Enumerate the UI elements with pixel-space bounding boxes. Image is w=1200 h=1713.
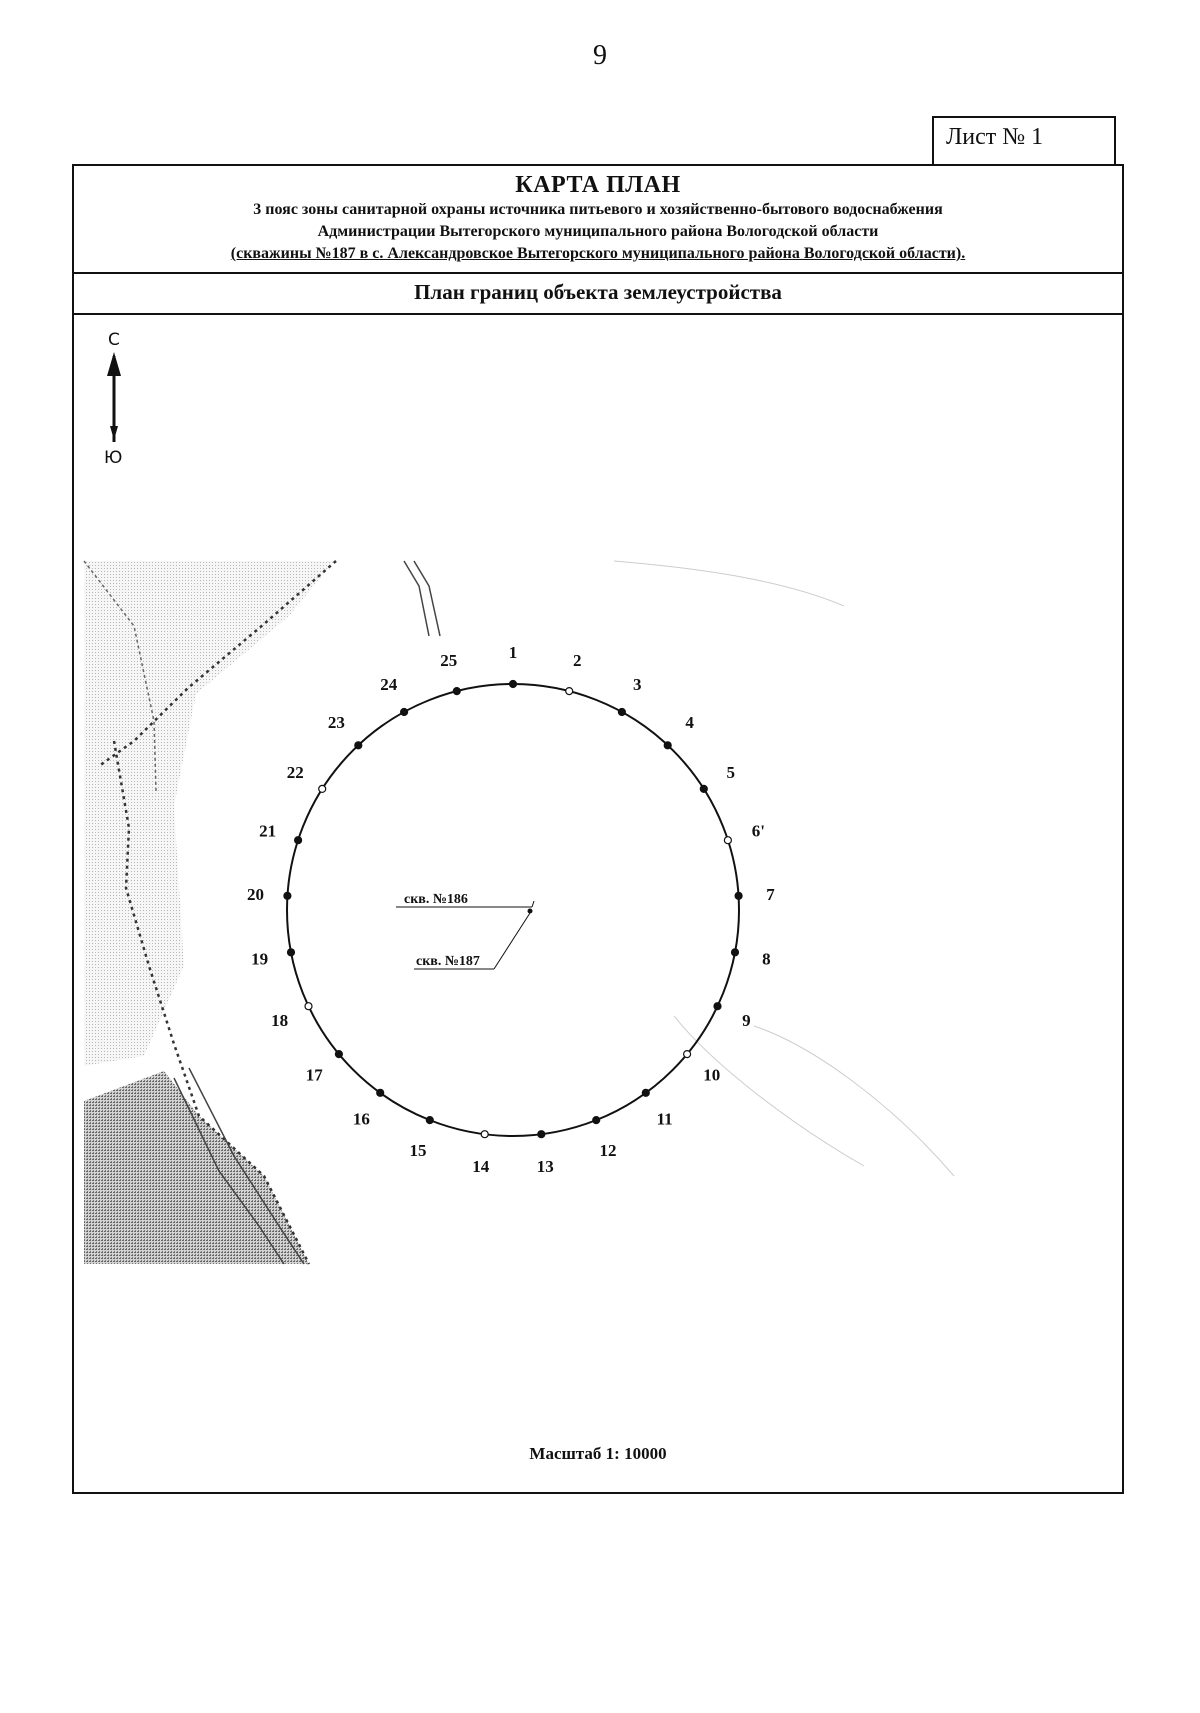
boundary-map [74, 166, 1126, 1496]
boundary-point-marker [510, 681, 517, 688]
boundary-point-label: 1 [508, 643, 518, 662]
boundary-point-marker [319, 785, 326, 792]
scale-label: Масштаб 1: 10000 [529, 1444, 667, 1463]
boundary-point-marker [305, 1003, 312, 1010]
sheet-number-box [932, 116, 1116, 166]
map-frame [72, 164, 1124, 1494]
boundary-point-marker [684, 1051, 691, 1058]
boundary-point-label: 24 [380, 674, 398, 694]
boundary-point-label: 23 [327, 712, 345, 732]
boundary-point-label: 17 [305, 1065, 323, 1085]
boundary-point-label: 21 [259, 821, 277, 841]
boundary-point-marker [481, 1131, 488, 1138]
subtitle-line-3: (скважины №187 в с. Александровское Вытегорского муниципального района Вологодской области). [230, 245, 966, 262]
south-label: Ю [104, 448, 123, 468]
boundary-point-label: 4 [685, 712, 694, 732]
sheet-label: Лист № 1 [946, 124, 1044, 150]
boundary-point-label: 20 [247, 884, 264, 904]
boundary-point-marker [593, 1117, 600, 1124]
boundary-point-marker [724, 837, 731, 844]
boundary-point-marker [426, 1117, 433, 1124]
boundary-point-label: 6' [751, 821, 766, 841]
subtitle-line-2: Администрации Вытегорского муниципального района Вологодской области [317, 223, 879, 240]
boundary-point-label: 7 [766, 884, 775, 904]
boundary-point-label: 13 [536, 1157, 554, 1176]
well-186-marker [396, 892, 534, 907]
boundary-point-label: 11 [656, 1109, 673, 1129]
boundary-point-marker [284, 892, 291, 899]
boundary-point-marker [453, 688, 460, 695]
boundary-point-label: 22 [286, 762, 304, 782]
boundary-point-label: 8 [762, 949, 771, 969]
boundary-point-label: 9 [742, 1010, 751, 1030]
boundary-point-label: 12 [599, 1140, 617, 1160]
subtitle-line-1: 3 пояс зоны санитарной охраны источника питьевого и хозяйственно-бытового водоснабжения [253, 201, 943, 218]
boundary-point-label: 16 [352, 1109, 370, 1129]
north-label: С [108, 330, 120, 350]
boundary-point-marker [618, 709, 625, 716]
boundary-point-label: 5 [726, 762, 736, 782]
zone-boundary-circle [287, 684, 739, 1136]
boundary-points-layer [247, 643, 775, 1176]
boundary-point-label: 19 [251, 949, 269, 969]
boundary-point-marker [642, 1089, 649, 1096]
boundary-point-marker [355, 742, 362, 749]
boundary-point-label: 2 [572, 651, 582, 671]
boundary-point-marker [735, 892, 742, 899]
boundary-point-marker [335, 1051, 342, 1058]
well-187-label: скв. №187 [416, 954, 480, 969]
plan-title: План границ объекта землеустройства [414, 280, 782, 304]
base-map-background [84, 561, 954, 1264]
boundary-point-marker [538, 1131, 545, 1138]
map-title: КАРТА ПЛАН [515, 172, 681, 198]
boundary-point-marker [566, 688, 573, 695]
boundary-point-marker [700, 785, 707, 792]
boundary-point-label: 18 [271, 1010, 289, 1030]
well-186-label: скв. №186 [404, 892, 468, 907]
boundary-point-label: 15 [409, 1140, 427, 1160]
boundary-point-marker [377, 1089, 384, 1096]
boundary-point-marker [664, 742, 671, 749]
boundary-point-label: 10 [703, 1065, 721, 1085]
boundary-point-label: 14 [472, 1157, 490, 1176]
page-number: 9 [593, 40, 607, 71]
well-187-marker [414, 909, 533, 970]
boundary-point-marker [295, 837, 302, 844]
boundary-point-marker [288, 949, 295, 956]
boundary-point-label: 3 [633, 674, 642, 694]
boundary-point-marker [714, 1003, 721, 1010]
boundary-point-label: 25 [440, 651, 458, 671]
boundary-point-marker [732, 949, 739, 956]
boundary-point-marker [401, 709, 408, 716]
